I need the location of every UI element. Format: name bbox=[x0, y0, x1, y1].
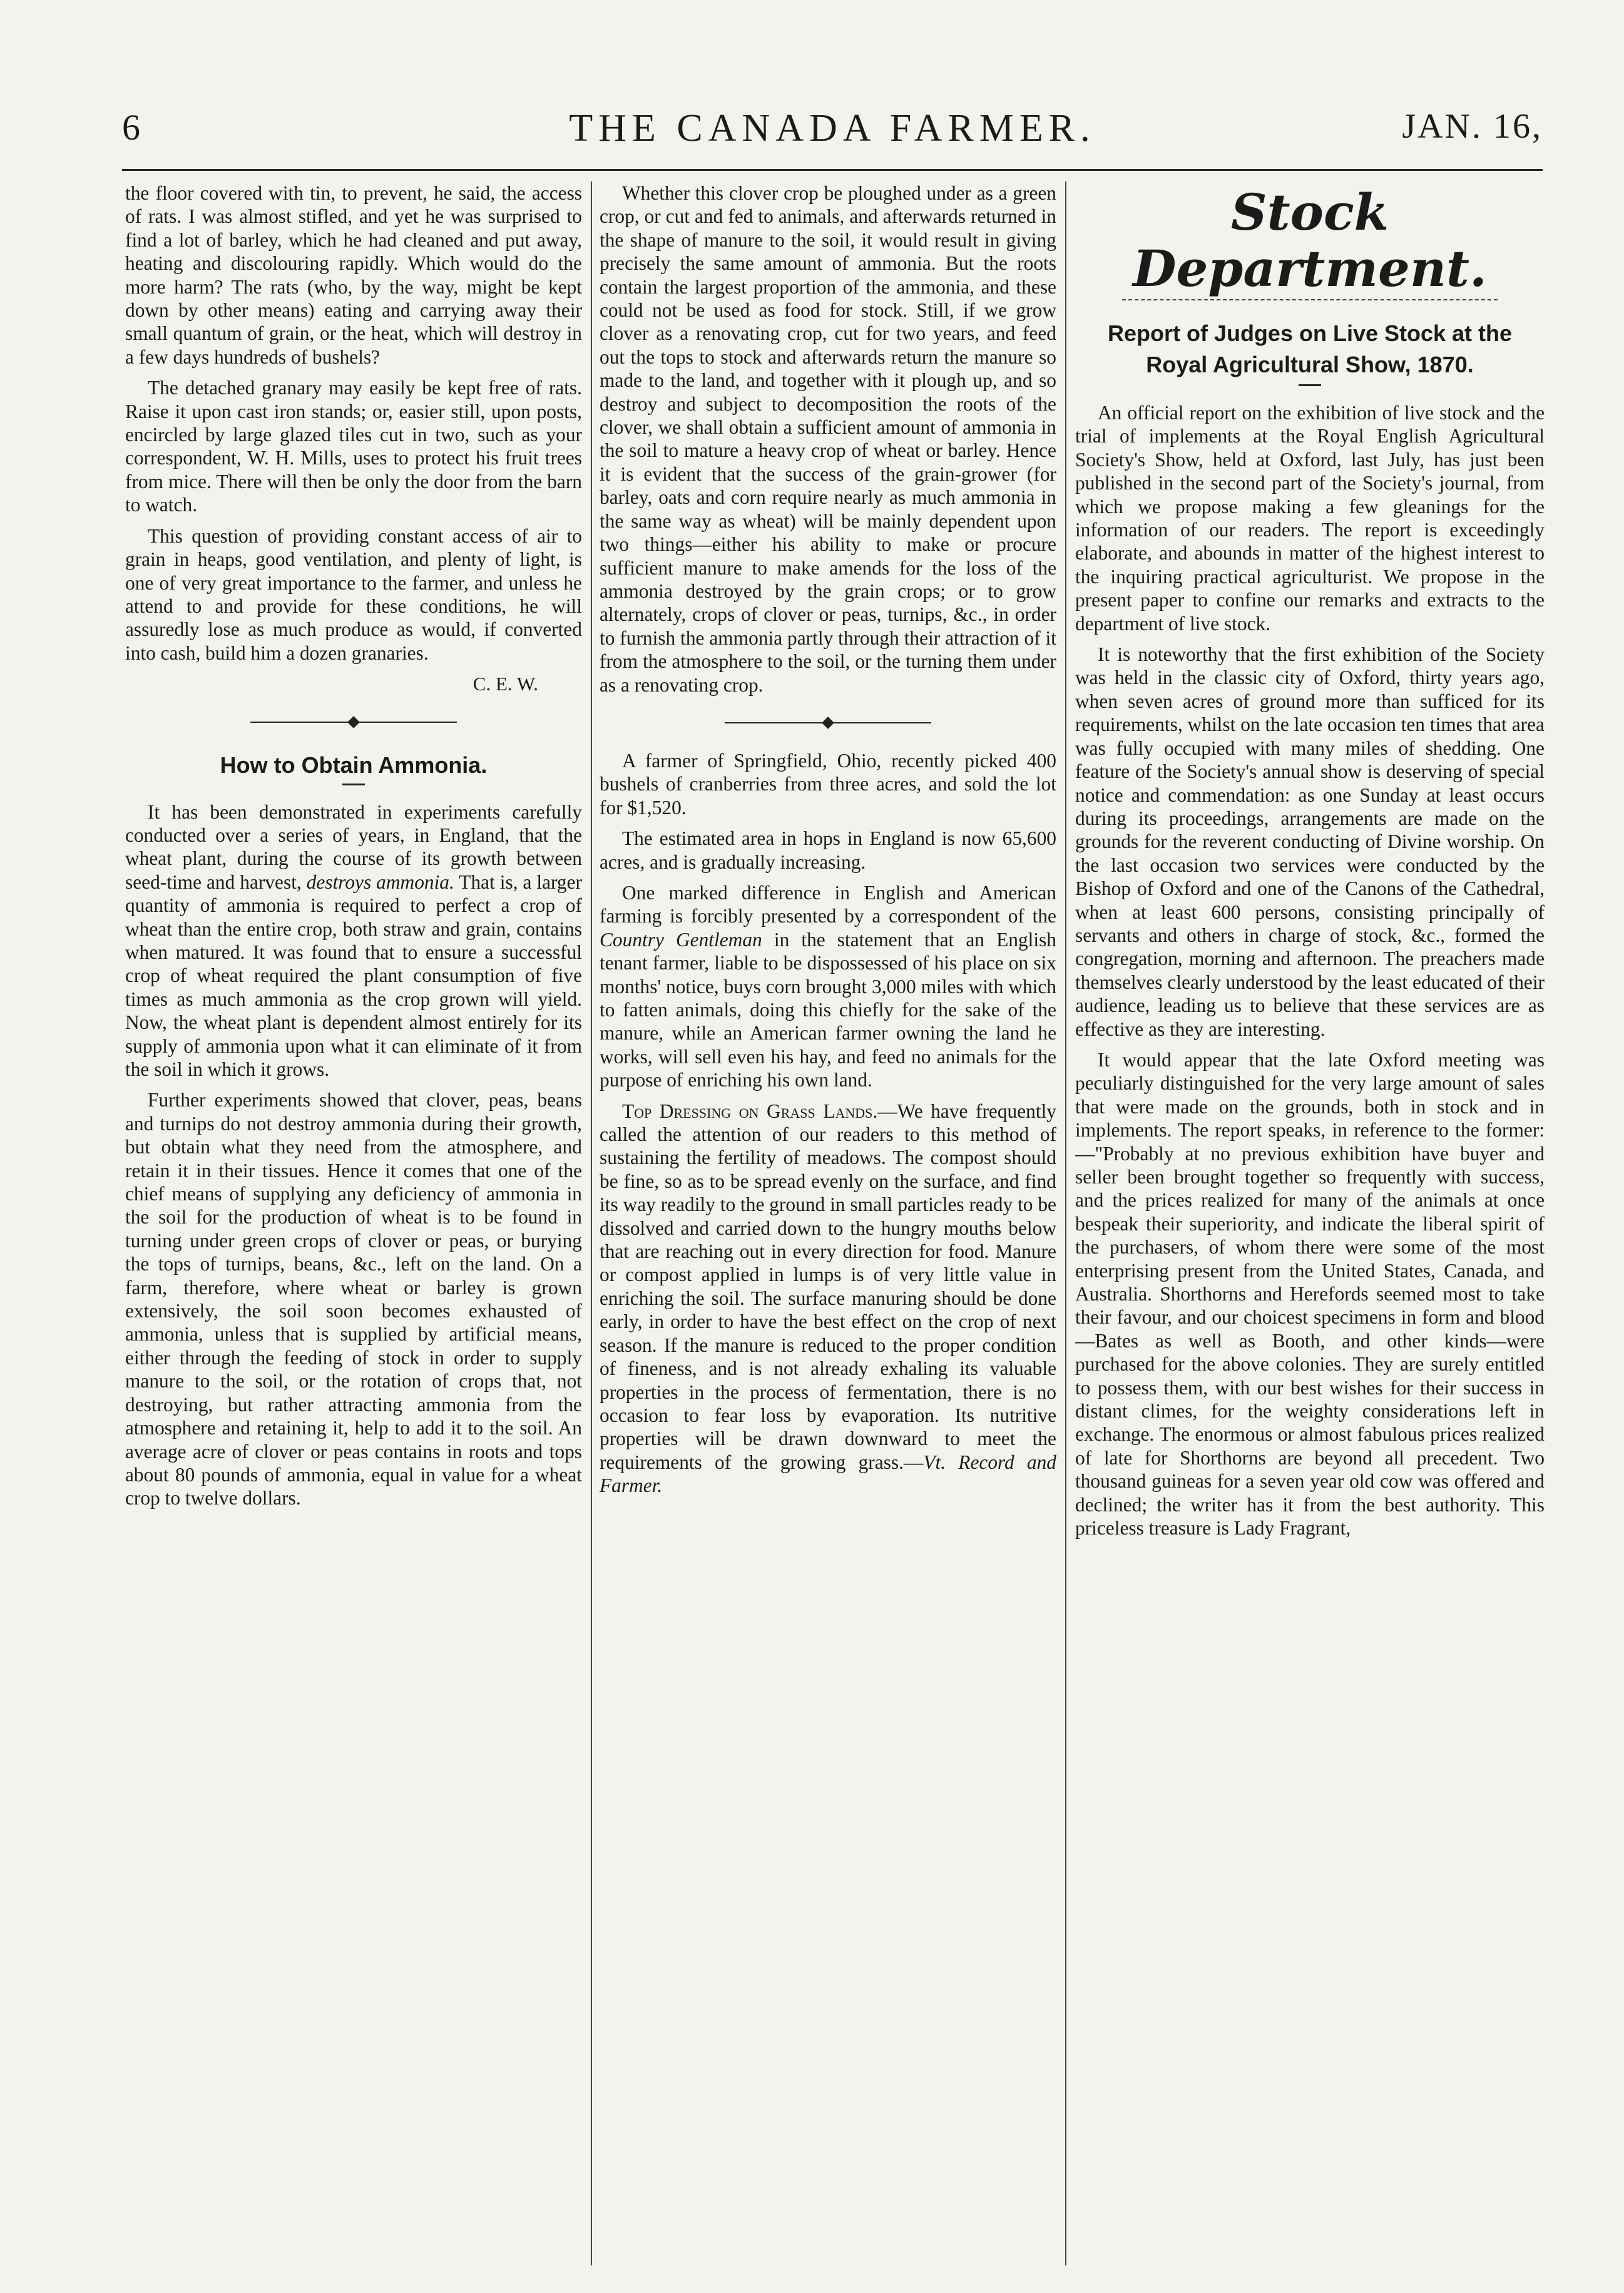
article-paragraph: It would appear that the late Oxford meeting was peculiarly distinguished for the very large amount of sales that were made on the grounds, both in stock and in implements. The report speaks, in reference to the former:—"Probably at no previous exhibition have buyer and seller been brought together so frequently with success, and the prices realized for many of the animals at once bespeak their superiority, and indicate the liberal spirit of the purchasers, of whom there were some of the most enterprising present from the United States, Canada, and Australia. Shorthorns and Herefords seemed most to take their favour, and our choicest specimens in form and blood—Bates as well as Booth, and other kinds—were purchased for the above colonies. They are surely entitled to possess them, with our best wishes for their success in distant climes, for the weighty considerations left in exchange. The enormous or almost fabulous prices realized of late for Shorthorns are beyond all precedent. Two thousand guineas for a seven year old cow was offered and declined; the writer has it from the best authority. This priceless treasure is Lady Fragrant, bbox=[1075, 1048, 1545, 1540]
text-run: It has been demonstrated in experiments carefully conducted over a series of years, in England, that the wheat plant, during the course of its growth between seed-time and harvest, bbox=[125, 800, 582, 893]
article-paragraph: An official report on the exhibition of live stock and the trial of implements at the Royal English Agricultural Society's Show, held at Oxford, last July, has just been published in the second part of the Society's journal, from which we propose making a few gleanings for the information of our readers. The report is exceedingly elaborate, and abounds in matter of the highest interest to the inquiring practical agriculturist. We propose in the present paper to confine our remarks and extracts to the department of live stock. bbox=[1075, 402, 1545, 635]
article-paragraph: The detached granary may easily be kept free of rats. Raise it upon cast iron stands; or, easier still, upon posts, encircled by large glazed tiles cut in two, such as your correspondent, W. H. Mills, uses to protect his fruit trees from mice. There will then be only the door from the barn to watch. bbox=[125, 377, 582, 516]
news-item: A farmer of Springfield, Ohio, recently picked 400 bushels of cranberries from three acres, and sold the lot for $1,520. bbox=[600, 749, 1056, 819]
news-item: The estimated area in hops in England is now 65,600 acres, and is gradually increasing. bbox=[600, 827, 1056, 873]
section-ornament bbox=[125, 710, 582, 735]
column-left bbox=[125, 181, 582, 2265]
column-right bbox=[1075, 181, 1545, 2265]
page-header bbox=[122, 94, 1543, 163]
report-heading: Report of Judges on Live Stock at the Royal Agricultural Show, 1870. bbox=[1107, 320, 1513, 377]
source-citation: Vt. Record and Farmer. bbox=[600, 1451, 1056, 1497]
column-divider bbox=[1065, 181, 1066, 2265]
article-paragraph bbox=[125, 800, 582, 1081]
run-in-heading: Top Dressing on Grass Lands. bbox=[622, 1100, 878, 1122]
column-divider bbox=[591, 181, 592, 2265]
article-paragraph: It is noteworthy that the first exhibition of the Society was held in the classic city of Oxford, thirty years ago, when seven acres of ground more than sufficed for its requirements, whilst on the late occasion ten times that area was fully occupied with many miles of shedding. One feature of the Society's annual show is deserving of special notice and commendation: as one Sunday at least occurs during its proceedings, arrangements are made on the grounds for the reverent conducting of Divine worship. On the last occasion two services were conducted by the Bishop of Oxford and one of the Canons of the Cathedral, when at least 600 persons, consisting principally of servants and others in charge of stock, &c., formed the congregation, morning and afternoon. The preachers made themselves clearly understood by the least educated of their audience, leading us to believe that these services are as effective as they are interesting. bbox=[1075, 643, 1545, 1040]
text-run: in the statement that an English tenant farmer, liable to be dispossessed of his place on six months' notice, buys corn brought 3,000 miles with which to fatten animals, doing this chiefly for the sake of the manure, while an American farmer owning the land he works, will sell even his hay, and feed no animals for the purpose of enriching his own land. bbox=[600, 928, 1056, 1091]
department-rule bbox=[1122, 299, 1498, 300]
author-signature: C. E. W. bbox=[472, 673, 538, 695]
issue-date: JAN. 16, bbox=[1402, 107, 1543, 146]
text-run: That is, a larger quantity of ammonia is required to perfect a crop of wheat than the entire crop, both straw and grain, contains when matured. It was found that to ensure a successful crop of wheat required the plant consumption of five times as much ammonia as the crop grown will yield. Now, the wheat plant is dependent almost entirely for its supply of ammonia upon what it can eliminate of it from the soil in which it grows. bbox=[125, 871, 582, 1080]
article-paragraph: the floor covered with tin, to prevent, he said, the access of rats. I was almost stifled, and yet he was surprised to find a lot of barley, which he had cleaned and put away, heating and discolouring rapidly. Which would do the more harm? The rats (who, by the way, might be kept down by other means) eating and carrying away their small quantum of grain, or the heat, which will destroy in a few days hundreds of bushels? bbox=[125, 182, 582, 368]
publication-name: Country Gentleman bbox=[600, 928, 762, 951]
article-paragraph: Whether this clover crop be ploughed under as a green crop, or cut and fed to animals, and afterwards returned in the shape of manure to the soil, it would result in giving precisely the same amount of ammonia. But the roots contain the largest proportion of the ammonia, and these could not be used as food for stock. Still, if we grow clover as a renovating crop, cut for two years, and feed out the tops to stock and afterwards return the manure so made to the land, and together with it plough up, and so destroy and subject to decomposition the roots of the clover, we shall obtain a sufficient amount of ammonia in the soil to mature a heavy crop of wheat or barley. Hence it is evident that the success of the grain-grower (for barley, oats and corn require nearly as much ammonia in the same way as wheat) will be mainly dependent upon two things—either his ability to make or procure sufficient manure to make amends for the loss of the ammonia destroyed by the grain crops; or to grow alternately, crops of clover or peas, turnips, &c., in order to furnish the ammonia partly through their attraction of it from the atmosphere to the soil, or the turning them under as a renovating crop. bbox=[600, 182, 1056, 696]
article-paragraph: Further experiments showed that clover, peas, beans and turnips do not destroy ammonia during their growth, but obtain what they need from the atmosphere, and retain it in their tissues. Hence it comes that one of the chief means of supplying any deficiency of ammonia in the soil for the production of wheat is to be found in turning under green crops of clover or peas, or burying the tops of turnips, beans, &c., left on the land. On a farm, therefore, where wheat or barley is grown extensively, the soil soon becomes exhausted of ammonia, unless that is supplied by artificial means, either through the feeding of stock in order to supply manure to the soil, or the rotation of crops that, not destroying, but rather attracting ammonia from the atmosphere and retaining it, help to add it to the soil. An average acre of clover or peas contains in roots and tops about 80 pounds of ammonia, equal in value for a wheat crop to twelve dollars. bbox=[125, 1089, 582, 1509]
department-title: Stock Department. bbox=[1133, 183, 1487, 298]
news-item bbox=[600, 1100, 1056, 1498]
article-paragraph: This question of providing constant access of air to grain in heaps, good ventilation, and plenty of light, is one of very great importance to the farmer, and unless he attend to and provide for these conditions, he will assuredly lose as much produce as would, if converted into cash, build him a dozen granaries. bbox=[125, 524, 582, 664]
text-run: One marked difference in English and American farming is forcibly presented by a correspondent of the bbox=[600, 881, 1056, 927]
heading-dash bbox=[342, 784, 365, 785]
emphasis-text: destroys ammonia. bbox=[306, 871, 454, 893]
header-rule bbox=[122, 169, 1543, 171]
page-number: 6 bbox=[122, 107, 140, 148]
news-item bbox=[600, 881, 1056, 1092]
column-middle bbox=[600, 181, 1056, 2265]
text-run: —We have frequently called the attention of our readers to this method of sustaining the fertility of meadows. The compost should be fine, so as to be spread evenly on the surface, and find its way readily to the ground in small particles ready to be dissolved and carried down to the hungry mouths below that are reaching out in every direction for food. Manure or compost applied in lumps is of very little value in enriching the soil. The surface manuring should be done early, in order to have the best effect on the crop of next season. If the manure is reduced to the proper condition of fineness, and is not already exhaling its valuable properties in the process of fermentation, there is no occasion to fear loss by evaporation. Its nutritive properties will be drawn downward to meet the requirements of the growing grass.— bbox=[600, 1100, 1056, 1473]
article-heading: How to Obtain Ammonia. bbox=[220, 752, 488, 778]
heading-dash bbox=[1299, 384, 1321, 386]
section-ornament bbox=[600, 710, 1056, 735]
masthead-title: THE CANADA FARMER. bbox=[569, 107, 1096, 150]
